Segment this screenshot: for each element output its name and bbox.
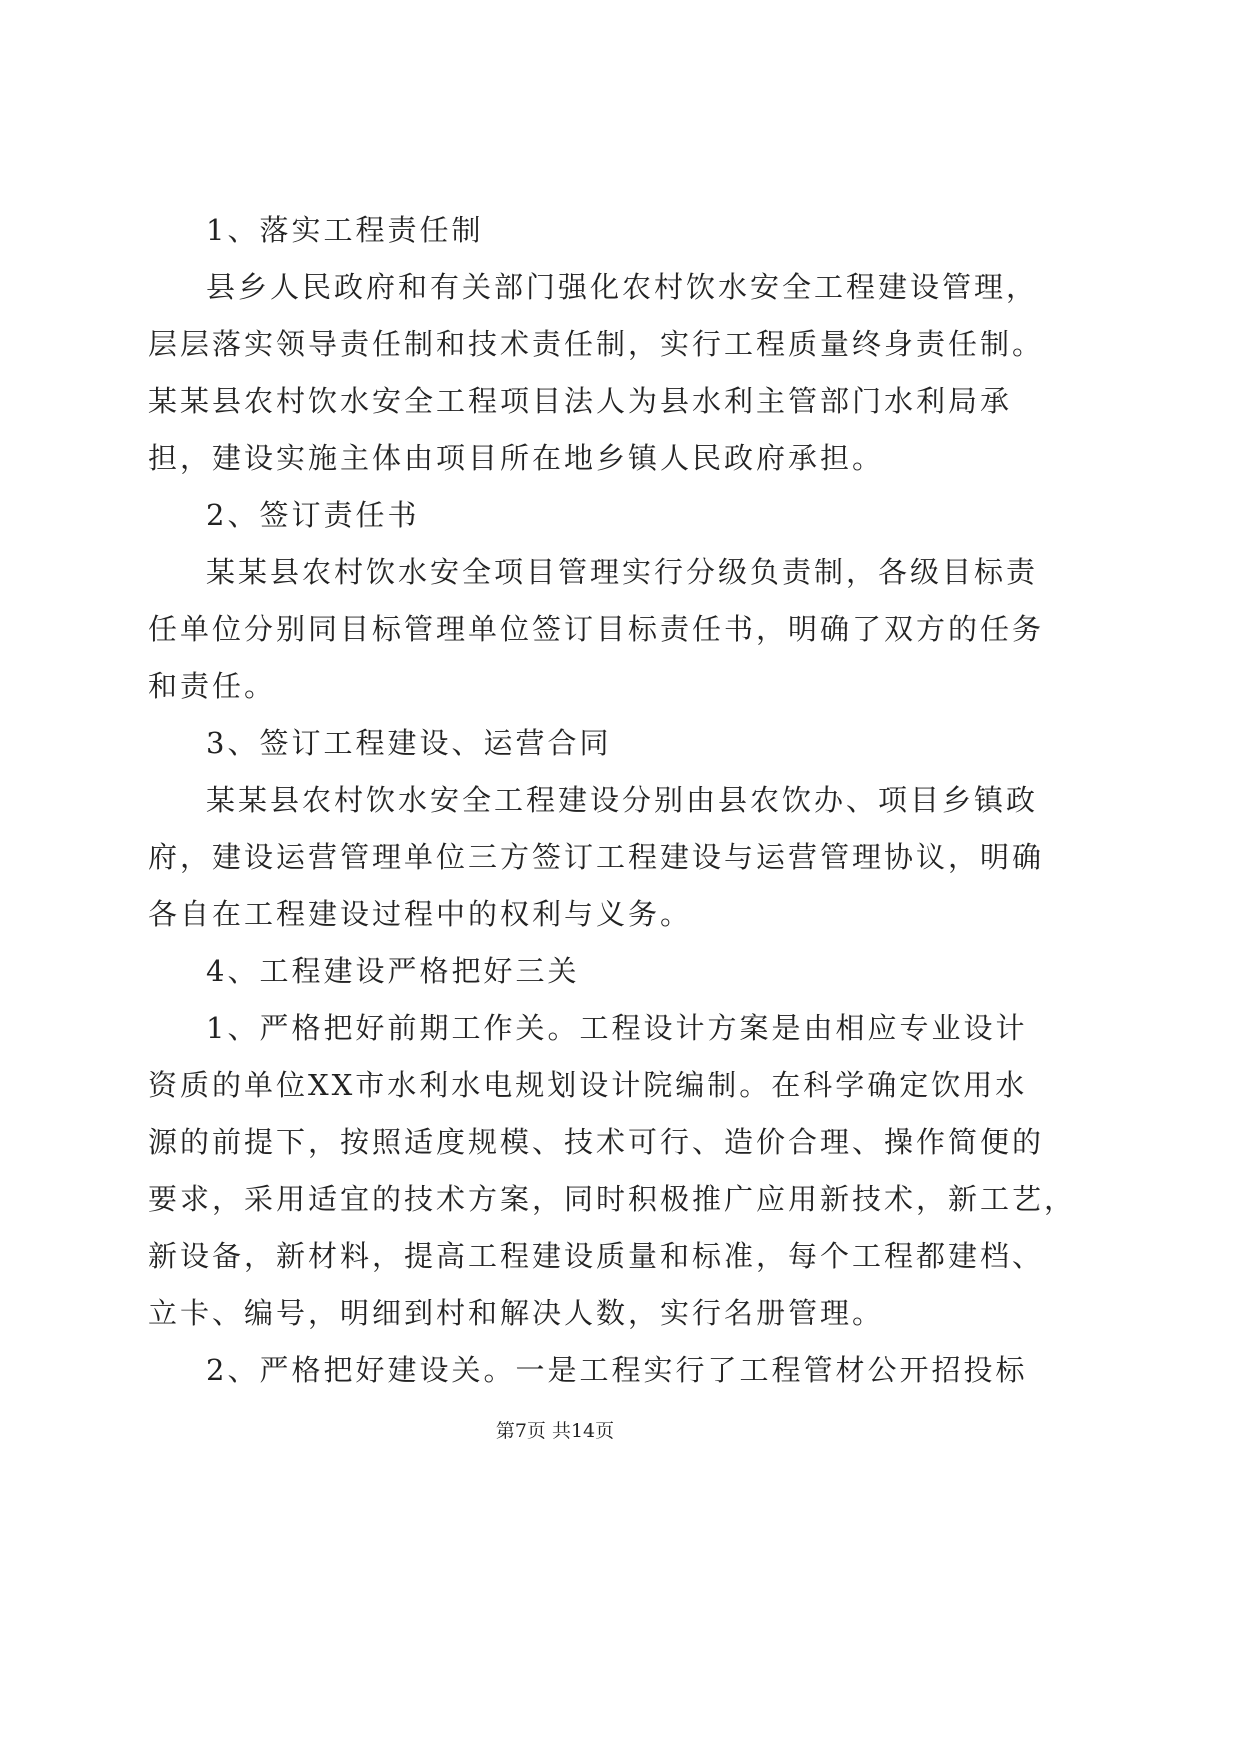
paragraph-line: 各自在工程建设过程中的权利与义务。 [148, 897, 693, 931]
paragraph-line: 要求，采用适宜的技术方案，同时积极推广应用新技术，新工艺， [148, 1182, 1077, 1216]
paragraph-line: 2、严格把好建设关。一是工程实行了工程管材公开招投标 [206, 1353, 1028, 1387]
paragraph-line: 层层落实领导责任制和技术责任制，实行工程质量终身责任制。 [148, 327, 1045, 361]
paragraph-line: 担，建设实施主体由项目所在地乡镇人民政府承担。 [148, 441, 885, 475]
section-heading: 3、签订工程建设、运营合同 [206, 726, 612, 760]
paragraph-line: 某某县农村饮水安全工程建设分别由县农饮办、项目乡镇政 [206, 783, 1039, 817]
section-heading: 4、工程建设严格把好三关 [206, 954, 580, 988]
paragraph-line: 立卡、编号，明细到村和解决人数，实行名册管理。 [148, 1296, 885, 1330]
paragraph-line: 某某县农村饮水安全工程项目法人为县水利主管部门水利局承 [148, 384, 1013, 418]
page-number-footer: 第7页 共14页 [495, 1420, 615, 1442]
paragraph-line: 某某县农村饮水安全项目管理实行分级负责制，各级目标责 [206, 555, 1039, 589]
section-heading: 1、落实工程责任制 [206, 213, 484, 247]
document-body [148, 202, 1077, 1399]
paragraph-line: 和责任。 [148, 669, 277, 703]
paragraph-line: 1、严格把好前期工作关。工程设计方案是由相应专业设计 [206, 1011, 1028, 1045]
paragraph-line: 县乡人民政府和有关部门强化农村饮水安全工程建设管理， [206, 270, 1039, 304]
paragraph-line: 新设备，新材料，提高工程建设质量和标准，每个工程都建档、 [148, 1239, 1045, 1273]
paragraph-line: 任单位分别同目标管理单位签订目标责任书，明确了双方的任务 [148, 612, 1045, 646]
paragraph-line: 府，建设运营管理单位三方签订工程建设与运营管理协议，明确 [148, 840, 1045, 874]
paragraph-line: 资质的单位XX市水利水电规划设计院编制。在科学确定饮用水 [148, 1068, 1028, 1102]
section-heading: 2、签订责任书 [206, 498, 420, 532]
paragraph-line: 源的前提下，按照适度规模、技术可行、造价合理、操作简便的 [148, 1125, 1045, 1159]
